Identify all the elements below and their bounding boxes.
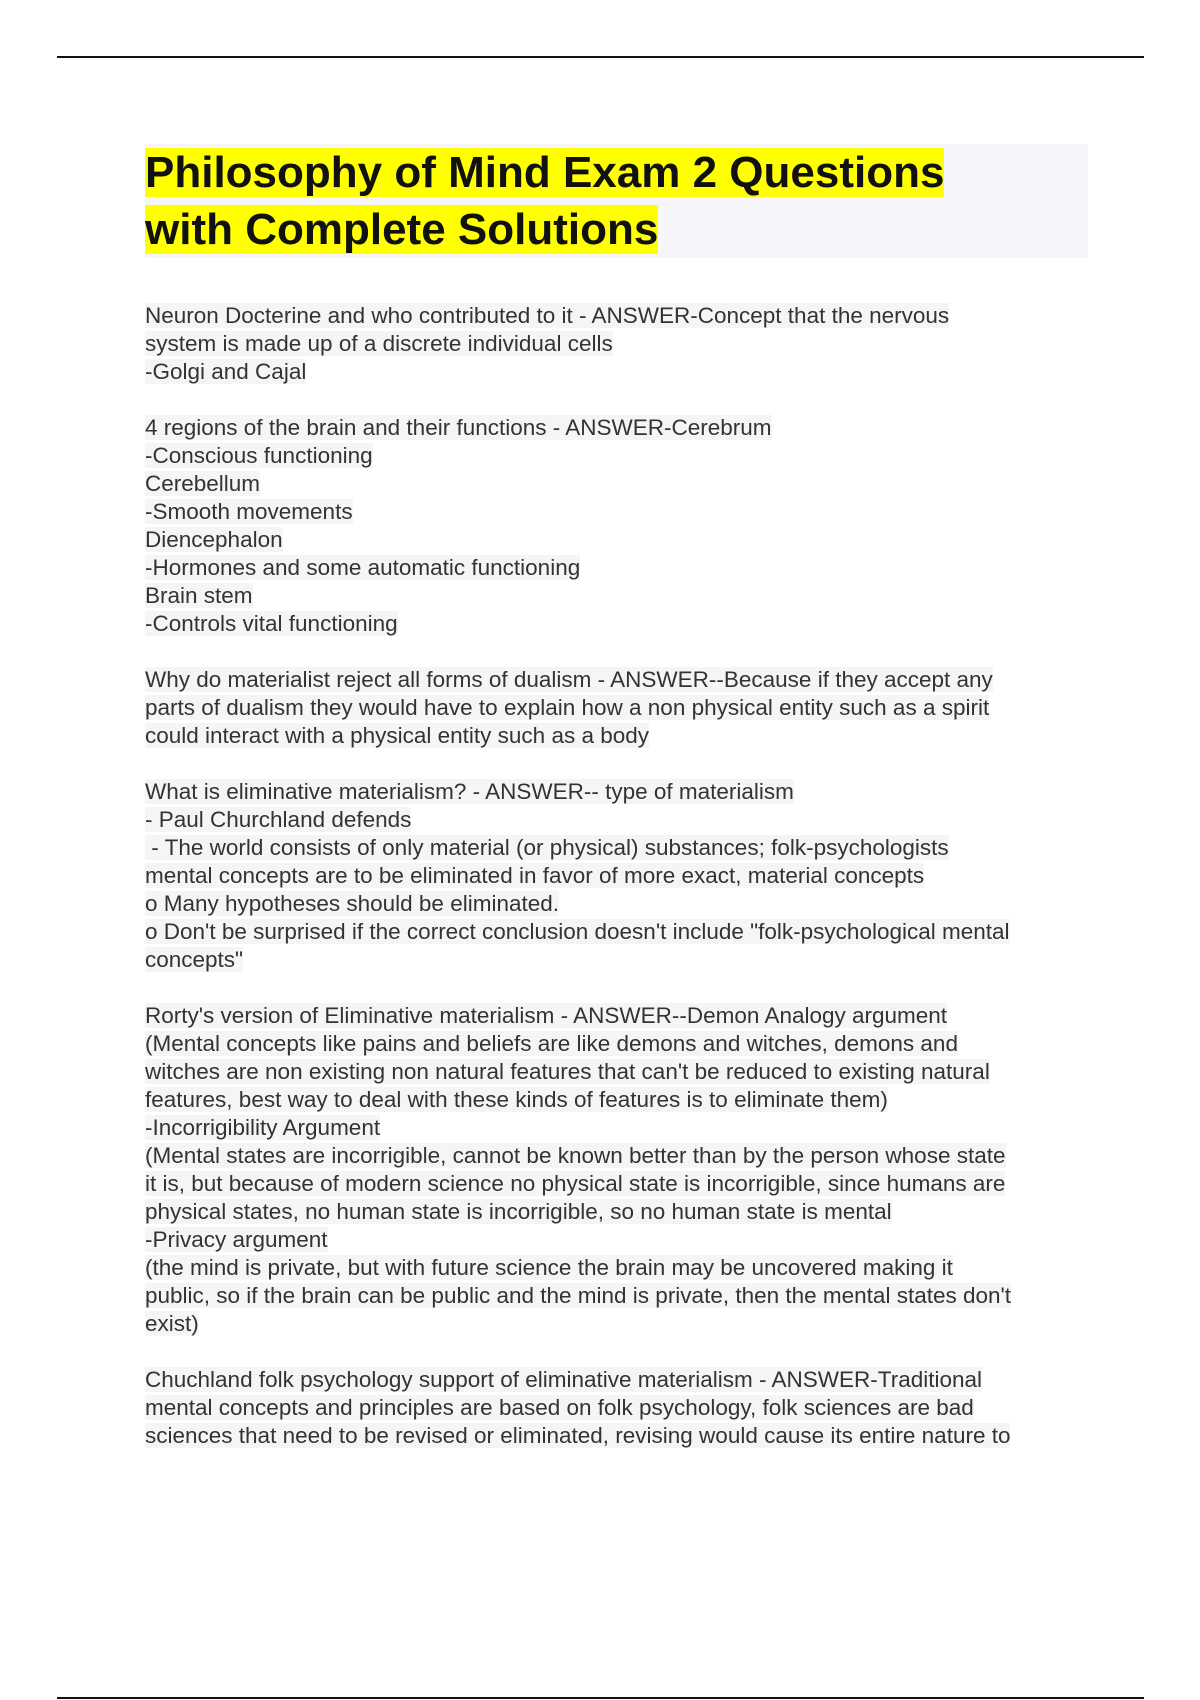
text-line: parts of dualism they would have to explain how a non physical entity such as a spirit: [145, 695, 990, 720]
text-line: (Mental concepts like pains and beliefs are like demons and witches, demons and: [145, 1031, 958, 1056]
text-line: Diencephalon: [145, 527, 283, 552]
text-line: public, so if the brain can be public and the mind is private, then the mental states don't: [145, 1283, 1012, 1308]
text-line: -Privacy argument: [145, 1227, 328, 1252]
text-line: it is, but because of modern science no physical state is incorrigible, since humans are: [145, 1171, 1006, 1196]
text-line: Chuchland folk psychology support of eliminative materialism - ANSWER-Traditional: [145, 1367, 983, 1392]
title-block: [145, 144, 1088, 258]
text-line: -Golgi and Cajal: [145, 359, 307, 384]
text-line: Neuron Docterine and who contributed to it - ANSWER-Concept that the nervous: [145, 303, 950, 328]
text-line: (Mental states are incorrigible, cannot be known better than by the person whose state: [145, 1143, 1006, 1168]
text-line: - The world consists of only material (or physical) substances; folk-psychologists: [145, 835, 949, 860]
text-line: mental concepts are to be eliminated in favor of more exact, material concepts: [145, 863, 925, 888]
text-line: Why do materialist reject all forms of dualism - ANSWER--Because if they accept any: [145, 667, 993, 692]
document-title: [145, 144, 1088, 258]
text-line: physical states, no human state is incorrigible, so no human state is mental: [145, 1199, 892, 1224]
qa-entry-neuron-doctrine: [145, 302, 1095, 386]
qa-entry-rorty: [145, 1002, 1095, 1338]
text-line: o Many hypotheses should be eliminated.: [145, 891, 560, 916]
qa-entry-dualism: [145, 666, 1095, 750]
text-line: features, best way to deal with these kinds of features is to eliminate them): [145, 1087, 888, 1112]
text-line: mental concepts and principles are based on folk psychology, folk sciences are bad: [145, 1395, 974, 1420]
text-line: -Conscious functioning: [145, 443, 373, 468]
text-line: -Hormones and some automatic functioning: [145, 555, 581, 580]
title-line-1: Philosophy of Mind Exam 2 Questions: [145, 148, 945, 197]
text-line: -Smooth movements: [145, 499, 353, 524]
text-line: could interact with a physical entity such as a body: [145, 723, 650, 748]
text-line: 4 regions of the brain and their functions - ANSWER-Cerebrum: [145, 415, 772, 440]
top-rule: [57, 56, 1144, 58]
qa-entry-churchland-folk-psychology: [145, 1366, 1095, 1450]
text-line: What is eliminative materialism? - ANSWER-- type of materialism: [145, 779, 794, 804]
text-line: - Paul Churchland defends: [145, 807, 412, 832]
text-line: -Controls vital functioning: [145, 611, 398, 636]
text-line: sciences that need to be revised or eliminated, revising would cause its entire nature to: [145, 1423, 1011, 1448]
bottom-rule: [57, 1697, 1144, 1699]
text-line: (the mind is private, but with future science the brain may be uncovered making it: [145, 1255, 953, 1280]
text-line: concepts": [145, 947, 244, 972]
text-line: -Incorrigibility Argument: [145, 1115, 381, 1140]
text-line: o Don't be surprised if the correct conclusion doesn't include "folk-psychological mental: [145, 919, 1010, 944]
document-body: [145, 302, 1095, 1478]
text-line: Brain stem: [145, 583, 253, 608]
qa-entry-eliminative-materialism: [145, 778, 1095, 974]
text-line: system is made up of a discrete individual cells: [145, 331, 613, 356]
title-line-2: with Complete Solutions: [145, 205, 659, 254]
text-line: exist): [145, 1311, 199, 1336]
text-line: Rorty's version of Eliminative materialism - ANSWER--Demon Analogy argument: [145, 1003, 948, 1028]
text-line: Cerebellum: [145, 471, 261, 496]
text-line: witches are non existing non natural features that can't be reduced to existing natural: [145, 1059, 990, 1084]
qa-entry-brain-regions: [145, 414, 1095, 638]
